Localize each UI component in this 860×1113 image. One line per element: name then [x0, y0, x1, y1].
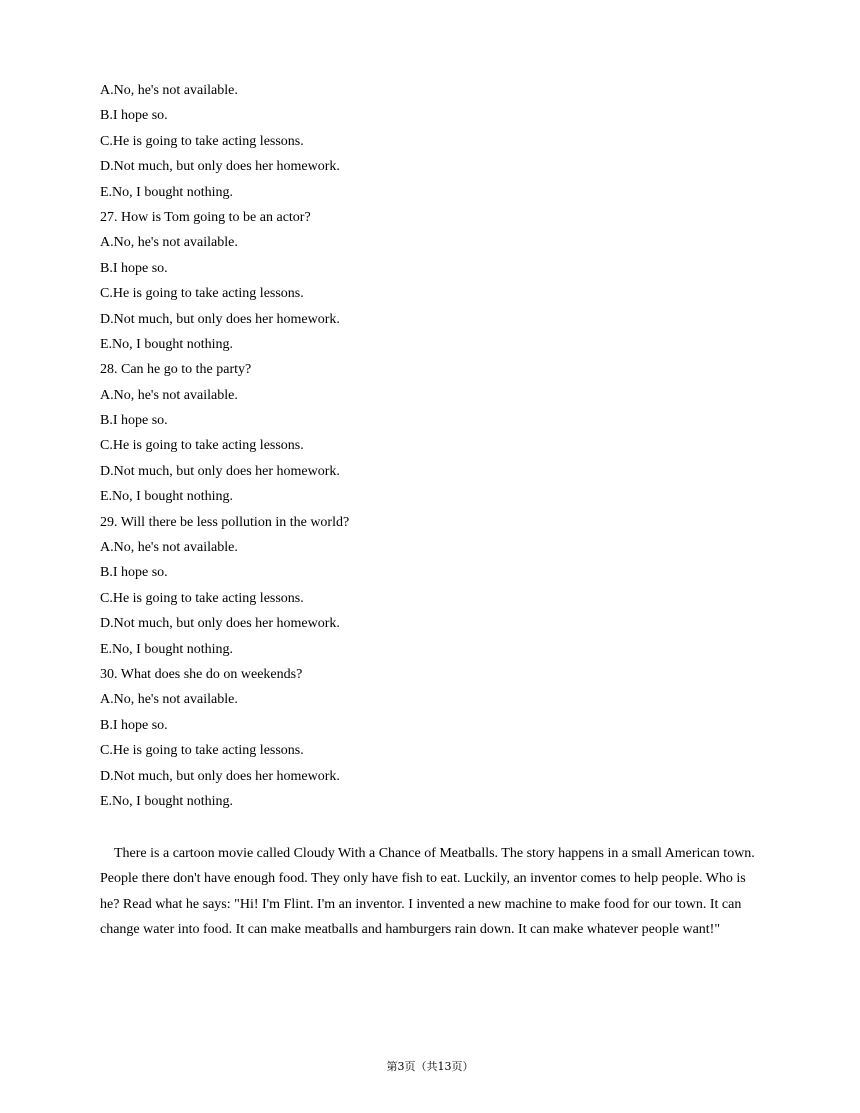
text-line: B.I hope so. — [100, 108, 168, 124]
text-line: E.No, I bought nothing. — [100, 641, 233, 657]
text-line: D.Not much, but only does her homework. — [100, 463, 340, 479]
text-line: C.He is going to take acting lessons. — [100, 286, 304, 302]
text-line: C.He is going to take acting lessons. — [100, 590, 304, 606]
text-line: E.No, I bought nothing. — [100, 793, 233, 809]
question-line: 29. Will there be less pollution in the world? — [100, 514, 350, 530]
text-line: D.Not much, but only does her homework. — [100, 768, 340, 784]
text-line: A.No, he's not available. — [100, 235, 238, 251]
text-line: B.I hope so. — [100, 565, 168, 581]
question-line: 30. What does she do on weekends? — [100, 666, 303, 682]
text-line: A.No, he's not available. — [100, 83, 238, 98]
question-line: 27. How is Tom going to be an actor? — [100, 209, 311, 225]
page-footer: 第3页（共13页） — [386, 1060, 474, 1073]
question-options-list — [100, 78, 780, 814]
text-line: C.He is going to take acting lessons. — [100, 133, 304, 149]
text-line: C.He is going to take acting lessons. — [100, 743, 304, 759]
text-line: D.Not much, but only does her homework. — [100, 311, 340, 327]
text-line: A.No, he's not available. — [100, 387, 238, 403]
text-line: B.I hope so. — [100, 260, 168, 276]
text-line: D.Not much, but only does her homework. — [100, 616, 340, 632]
text-line: B.I hope so. — [100, 717, 168, 733]
text-line: E.No, I bought nothing. — [100, 489, 233, 505]
text-line: B.I hope so. — [100, 413, 168, 429]
text-line: A.No, he's not available. — [100, 540, 238, 556]
reading-passage: There is a cartoon movie called Cloudy With a Chance of Meatballs. The story happens in a small American town. People there don't have enough food. They only have fish to eat. Luckily, an inventor comes to help people. Who is he? Read what he says: "Hi! I'm Flint. I'm an inventor. I invented a new machine to make food for our town. It can change water into food. It can make meatballs and hamburgers rain down. It can make whatever people want!" — [100, 846, 755, 938]
text-line: C.He is going to take acting lessons. — [100, 438, 304, 454]
text-line: A.No, he's not available. — [100, 692, 238, 708]
text-line: D.Not much, but only does her homework. — [100, 159, 340, 175]
question-line: 28. Can he go to the party? — [100, 362, 252, 378]
text-line: E.No, I bought nothing. — [100, 336, 233, 352]
text-line: E.No, I bought nothing. — [100, 184, 233, 200]
